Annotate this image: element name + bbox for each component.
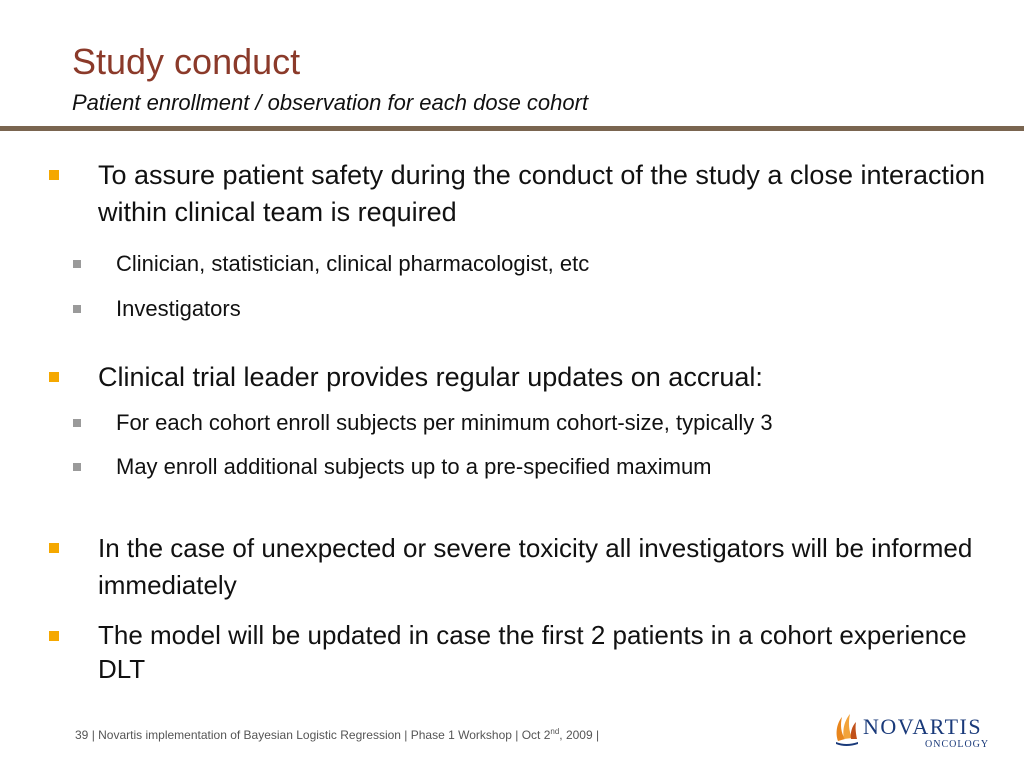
bullet-item — [98, 618, 998, 686]
footer-superscript: nd — [550, 727, 560, 736]
logo-wordmark: NOVARTIS — [863, 714, 983, 739]
sub-bullet-text: For each cohort enroll subjects per minimum cohort-size, typically 3 — [116, 410, 773, 435]
bullet-item — [98, 157, 998, 231]
sub-bullet-marker — [73, 305, 81, 313]
sub-bullet-marker — [73, 260, 81, 268]
bullet-marker — [49, 170, 59, 180]
slide-footer — [75, 727, 599, 742]
bullet-marker — [49, 631, 59, 641]
bullet-text: In the case of unexpected or severe toxicity all investigators will be informed immediately — [98, 533, 973, 600]
bullet-text: Clinical trial leader provides regular updates on accrual: — [98, 362, 763, 392]
page-number: 39 — [75, 728, 89, 742]
sub-bullet-text: May enroll additional subjects up to a pre-specified maximum — [116, 454, 712, 479]
bullet-text: To assure patient safety during the conduct of the study a close interaction within clinical team is required — [98, 160, 986, 227]
sub-bullet-text: Clinician, statistician, clinical pharmacologist, etc — [116, 251, 590, 276]
sub-bullet-marker — [73, 419, 81, 427]
footer-text: | Novartis implementation of Bayesian Logistic Regression | Phase 1 Workshop | Oct 2 — [88, 728, 551, 742]
sub-bullet-text: Investigators — [116, 296, 241, 321]
slide-title: Study conduct — [72, 41, 301, 82]
bullet-marker — [49, 543, 59, 553]
bullet-item — [98, 530, 998, 604]
bullet-item — [98, 359, 998, 396]
sub-bullet-item — [116, 453, 996, 481]
sub-bullet-item — [116, 409, 996, 437]
bullet-marker — [49, 372, 59, 382]
flame-icon — [832, 711, 860, 747]
logo-division: ONCOLOGY — [925, 739, 990, 750]
sub-bullet-item — [116, 250, 996, 278]
footer-text-end: , 2009 | — [559, 728, 600, 742]
novartis-logo — [832, 705, 992, 753]
bullet-text: The model will be updated in case the first 2 patients in a cohort experience DLT — [98, 620, 967, 684]
sub-bullet-item — [116, 295, 996, 323]
slide-subtitle: Patient enrollment / observation for each dose cohort — [72, 90, 589, 115]
header-rule — [0, 126, 1024, 131]
sub-bullet-marker — [73, 463, 81, 471]
